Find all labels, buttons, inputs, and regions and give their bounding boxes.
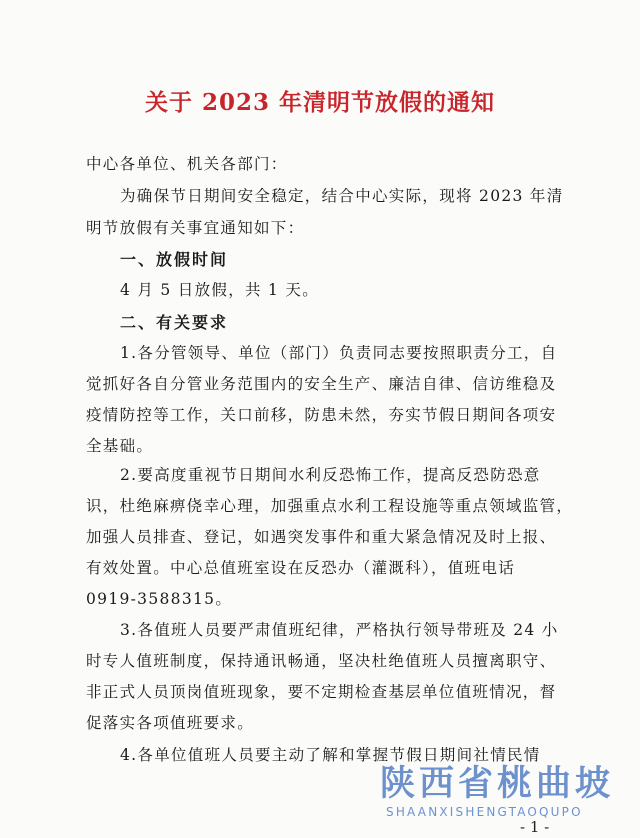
item1-line-3: 疫情防控等工作，关口前移，防患未然，夯实节假日期间各项安	[86, 406, 557, 424]
watermark-en: SHAANXISHENGTAOQUPO	[386, 805, 583, 819]
item3-line-2: 时专人值班制度，保持通讯畅通，坚决杜绝值班人员擅离职守、	[86, 652, 557, 670]
item3-line-4: 促落实各项值班要求。	[86, 714, 255, 732]
item1-line-1: 1.各分管领导、单位（部门）负责同志要按照职责分工，自	[120, 344, 558, 362]
section2-heading: 二、有关要求	[120, 313, 229, 332]
section1-heading: 一、放假时间	[120, 250, 229, 269]
page-number: - 1 -	[520, 818, 550, 836]
item4-line-1: 4.各单位值班人员要主动了解和掌握节假日期间社情民情	[120, 746, 541, 764]
intro-line-2: 明节放假有关事宜通知如下：	[86, 219, 305, 237]
watermark-cn: 陕西省桃曲坡	[380, 764, 615, 804]
item1-line-4: 全基础。	[86, 437, 154, 455]
item2-line-5: 0919-3588315。	[86, 590, 233, 608]
item3-line-1: 3.各值班人员要严肃值班纪律，严格执行领导带班及 24 小	[120, 621, 559, 639]
item2-line-2: 识，杜绝麻痹侥幸心理，加强重点水利工程设施等重点领域监管，	[86, 497, 574, 515]
intro-line-1: 为确保节日期间安全稳定，结合中心实际，现将 2023 年清	[120, 187, 564, 205]
item3-line-3: 非正式人员顶岗值班现象，要不定期检查基层单位值班情况，督	[86, 683, 557, 701]
item2-line-4: 有效处置。中心总值班室设在反恐办（灌溉科），值班电话	[86, 559, 516, 577]
page-title: 关于 2023 年清明节放假的通知	[144, 89, 496, 116]
item2-line-1: 2.要高度重视节日期间水利反恐怖工作，提高反恐防恐意	[120, 466, 541, 484]
section1-body: 4 月 5 日放假，共 1 天。	[120, 281, 320, 299]
item2-line-3: 加强人员排查、登记，如遇突发事件和重大紧急情况及时上报、	[86, 528, 557, 546]
item1-line-2: 觉抓好各自分管业务范围内的安全生产、廉洁自律、信访维稳及	[86, 375, 557, 393]
salutation: 中心各单位、机关各部门：	[86, 155, 288, 173]
